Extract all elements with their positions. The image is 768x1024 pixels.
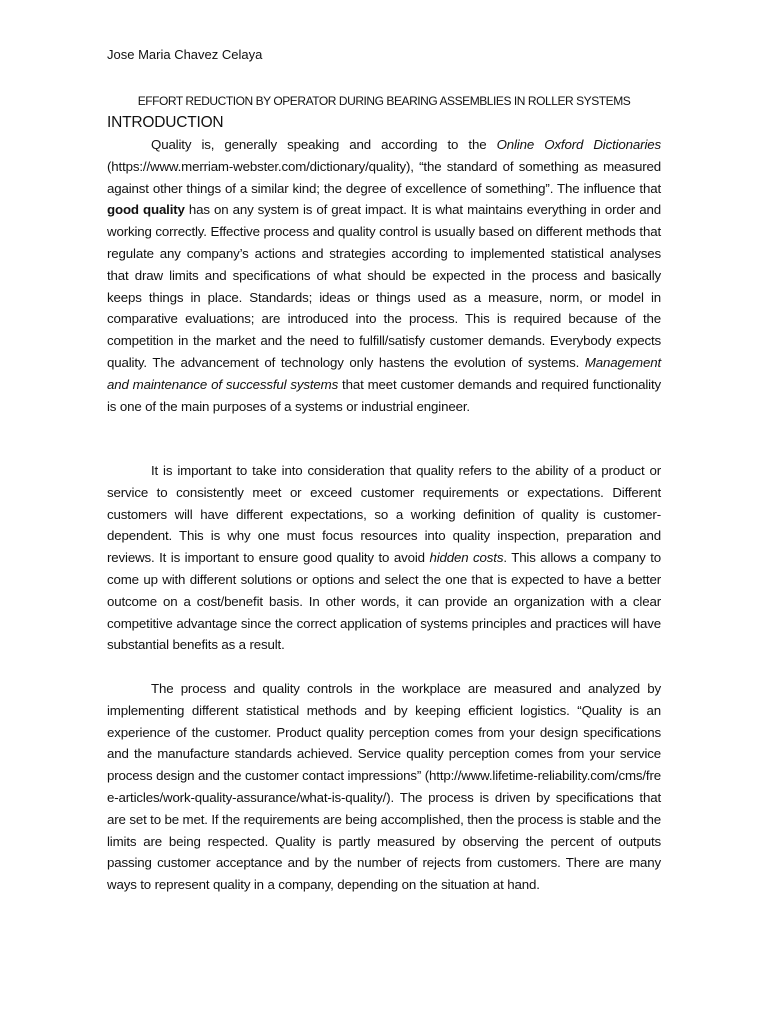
paragraph-2-italic-phrase: hidden costs [429, 550, 504, 566]
paragraph-1 [107, 134, 661, 417]
paragraph-3-text: The process and quality controls in the workplace are measured and analyzed by implementing different statistical methods and by keeping efficient logistics. “Quality is an experience of the customer. Product quality perception comes from your design specifications and the manufacture standards achieved. Service quality perception comes from your service process design and the customer contact impressions” [107, 681, 661, 784]
paragraph-2-text: It is important to take into consideration that quality refers to the ability of a product or service to consistently meet or exceed customer requirements or expectations. Different customers will have different expectations, so a working definition of quality is customer-dependent. This is why one must focus resources into quality inspection, preparation and reviews. It is important to ensure good quality to avoid [107, 463, 661, 566]
author-name: Jose Maria Chavez Celaya [107, 47, 263, 62]
document-title: EFFORT REDUCTION BY OPERATOR DURING BEARING ASSEMBLIES IN ROLLER SYSTEMS [137, 94, 631, 108]
paragraph-3-text: The process is driven by specifications that are set to be met. If the requirements are being accomplished, then the process is stable and the limits are being respected. Quality is partly measured by observing the percent of outputs passing customer acceptance and by the number of rejects from customers. There are many ways to represent quality in a company, depending on the situation at hand. [107, 789, 661, 893]
paragraph-1-text: has on any system is of great impact. It is what maintains everything in order and working correctly. Effective process and quality control is usually based on different methods that regulate any company’s actions and strategies according to implemented statistical analyses that draw limits and specifications of what should be expected in the process and basically keeps things in place. Standards; ideas or things used as a measure, norm, or model in comparative evaluations; are introduced into the process. This is required because of the competition in the market and the need to fulfill/satisfy customer demands. Everybody expects quality. The advancement of technology only hastens the evolution of systems. [107, 202, 661, 370]
section-heading-introduction: INTRODUCTION [107, 114, 224, 131]
paragraph-1-text: Quality is, generally speaking and according to the [151, 137, 497, 152]
paragraph-3 [107, 678, 661, 896]
paragraph-2-text: . This allows a company to come up with different solutions or options and select the one that is expected to have a better outcome on a cost/benefit basis. In other words, it can provide an organization with a clear competitive advantage since the correct application of systems principles and practices will have substantial benefits as a result. [107, 550, 661, 653]
paragraph-1-text: that meet customer demands and required functionality is one of the main purposes of a systems or industrial engineer. [107, 376, 661, 414]
paragraph-1-italic-phrase: Management and maintenance of successful systems [107, 354, 661, 392]
paragraph-3-url: (http://www.lifetime-reliability.com/cms/free-articles/work-quality-assurance/what-is-quality/). [107, 768, 661, 805]
paragraph-1-italic-source: Online Oxford Dictionaries [496, 137, 661, 152]
paragraph-1-text: (https://www.merriam-webster.com/dictionary/quality), “the standard of something as measured against other things of a similar kind; the degree of excellence of something”. The influence that [107, 158, 661, 196]
paragraph-1-bold-term: good quality [107, 202, 185, 218]
paragraph-2 [107, 460, 661, 656]
